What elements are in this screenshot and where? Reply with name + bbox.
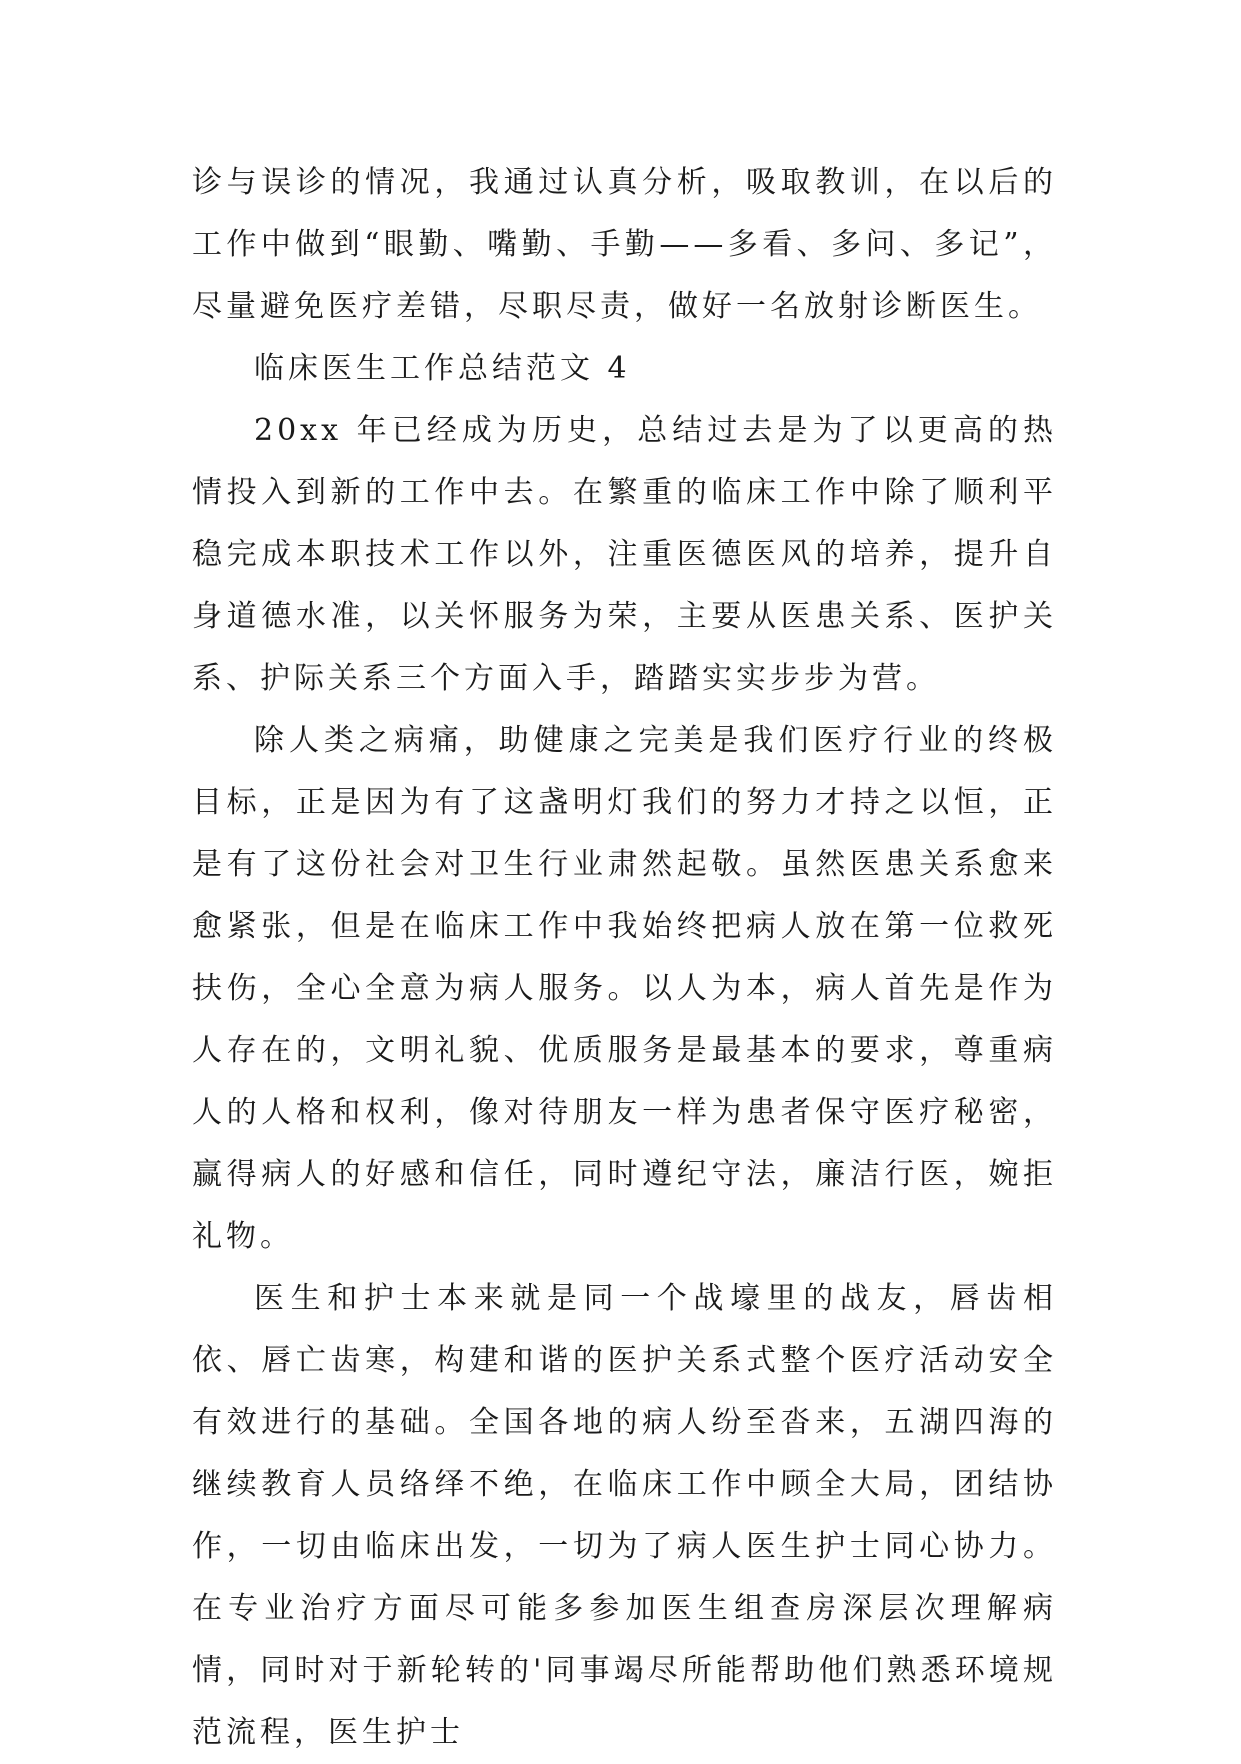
paragraph-continued: 诊与误诊的情况，我通过认真分析，吸取教训，在以后的工作中做到“眼勤、嘴勤、手勤——多看、多问、多记”，尽量避免医疗差错，尽职尽责，做好一名放射诊断医生。: [192, 165, 1057, 324]
paragraph-doctor-patient: 除人类之病痛，助健康之完美是我们医疗行业的终极目标，正是因为有了这盏明灯我们的努力才持之以恒，正是有了这份社会对卫生行业肃然起敬。虽然医患关系愈来愈紧张，但是在临床工作中我始终把病人放在第一位救死扶伤，全心全意为病人服务。以人为本，病人首先是作为人存在的，文明礼貌、优质服务是最基本的要求，尊重病人的人格和权利，像对待朋友一样为患者保守医疗秘密，赢得病人的好感和信任，同时遵纪守法，廉洁行医，婉拒礼物。: [192, 723, 1057, 1254]
section-heading: 临床医生工作总结范文 4: [254, 351, 631, 386]
paragraph-intro: 20xx 年已经成为历史，总结过去是为了以更高的热情投入到新的工作中去。在繁重的临床工作中除了顺利平稳完成本职技术工作以外，注重医德医风的培养，提升自身道德水准，以关怀服务为荣，主要从医患关系、医护关系、护际关系三个方面入手，踏踏实实步步为营。: [192, 413, 1057, 696]
document-body: [192, 152, 1057, 1764]
paragraph-doctor-nurse: 医生和护士本来就是同一个战壕里的战友，唇齿相依、唇亡齿寒，构建和谐的医护关系式整个医疗活动安全有效进行的基础。全国各地的病人纷至沓来，五湖四海的继续教育人员络绎不绝，在临床工作中顾全大局，团结协作，一切由临床出发，一切为了病人医生护士同心协力。在专业治疗方面尽可能多参加医生组查房深层次理解病情，同时对于新轮转的'同事竭尽所能帮助他们熟悉环境规范流程，医生护士: [192, 1281, 1057, 1750]
